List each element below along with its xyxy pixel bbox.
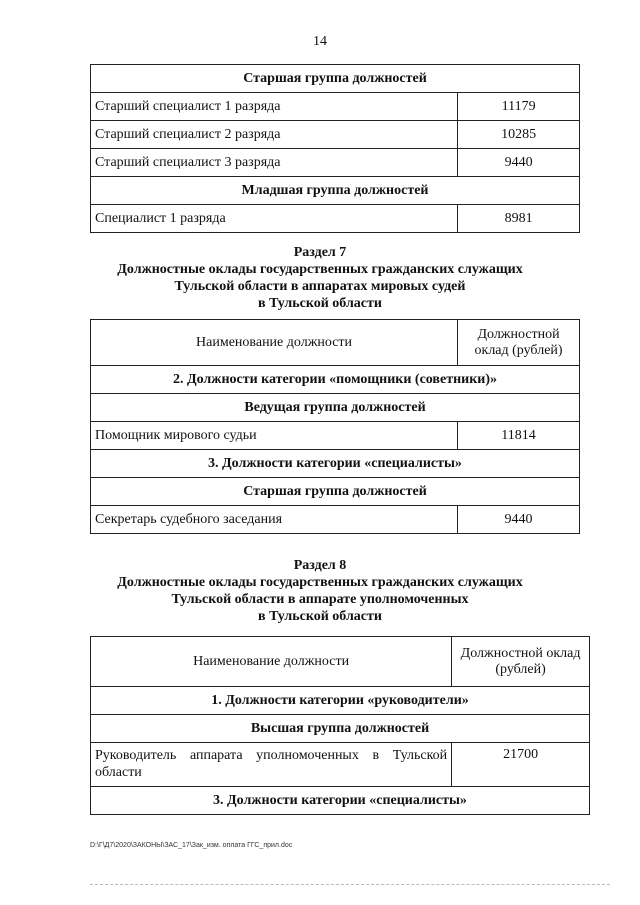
salary-value: 11814 (458, 422, 580, 450)
section8-heading (0, 557, 640, 625)
section7-title-line2: Тульской области в аппаратах мировых судей (174, 279, 466, 294)
table-row (91, 149, 580, 177)
position-name: Старший специалист 2 разряда (91, 121, 458, 149)
column-header-salary-line1: Должностной оклад (460, 645, 581, 661)
section8-title-line1: Должностные оклады государственных гражданских служащих (117, 575, 523, 590)
group-header-junior: Младшая группа должностей (91, 177, 580, 205)
position-name-line1: Руководитель аппарата уполномоченных в Тульской (95, 748, 448, 763)
category-header-assistants: 2. Должности категории «помощники (советники)» (91, 366, 580, 394)
salary-table-continued (90, 64, 580, 233)
position-name: Старший специалист 1 разряда (91, 93, 458, 121)
table-row (91, 506, 580, 534)
position-name: Специалист 1 разряда (91, 205, 458, 233)
position-name: Старший специалист 3 разряда (91, 149, 458, 177)
section8-number: Раздел 8 (293, 558, 347, 573)
salary-value: 21700 (452, 743, 590, 787)
column-header-salary-line2: оклад (рублей) (474, 342, 563, 358)
column-header-name: Наименование должности (91, 320, 458, 366)
table-row (91, 422, 580, 450)
salary-value: 11179 (458, 93, 580, 121)
section7-title-line3: в Тульской области (258, 296, 382, 311)
column-header-name: Наименование должности (91, 637, 452, 687)
column-header-salary (458, 320, 580, 366)
salary-value: 10285 (458, 121, 580, 149)
salary-value: 9440 (458, 149, 580, 177)
position-name: Помощник мирового судьи (91, 422, 458, 450)
section8-title-line3: в Тульской области (258, 609, 382, 624)
group-header-highest: Высшая группа должностей (91, 715, 590, 743)
section7-title-line1: Должностные оклады государственных гражданских служащих (117, 262, 523, 277)
footer-file-path: D:\Г\Д7\2020\ЗАКОНЫ\ЗАС_17\Зак_изм. оплата ГГС_прил.doc (90, 842, 293, 849)
position-name (91, 743, 452, 787)
section7-table (90, 319, 580, 534)
section7-number: Раздел 7 (293, 245, 347, 260)
group-header-leading: Ведущая группа должностей (91, 394, 580, 422)
category-header-specialists: 3. Должности категории «специалисты» (91, 450, 580, 478)
scan-artifact-divider (90, 884, 610, 885)
column-header-salary (452, 637, 590, 687)
salary-value: 8981 (458, 205, 580, 233)
category-header-leaders: 1. Должности категории «руководители» (91, 687, 590, 715)
category-header-specialists: 3. Должности категории «специалисты» (91, 787, 590, 815)
section8-title-line2: Тульской области в аппарате уполномоченных (171, 592, 469, 607)
group-header-senior: Старшая группа должностей (91, 65, 580, 93)
table-row (91, 93, 580, 121)
column-header-salary-line1: Должностной (477, 326, 560, 342)
section8-table (90, 636, 590, 815)
column-header-salary-line2: (рублей) (495, 661, 546, 677)
table-row (91, 743, 590, 787)
table-row (91, 121, 580, 149)
group-header-senior: Старшая группа должностей (91, 478, 580, 506)
section7-heading (0, 244, 640, 312)
table-row (91, 205, 580, 233)
position-name: Секретарь судебного заседания (91, 506, 458, 534)
salary-value: 9440 (458, 506, 580, 534)
page-number: 14 (313, 34, 327, 49)
position-name-line2: области (95, 765, 142, 780)
